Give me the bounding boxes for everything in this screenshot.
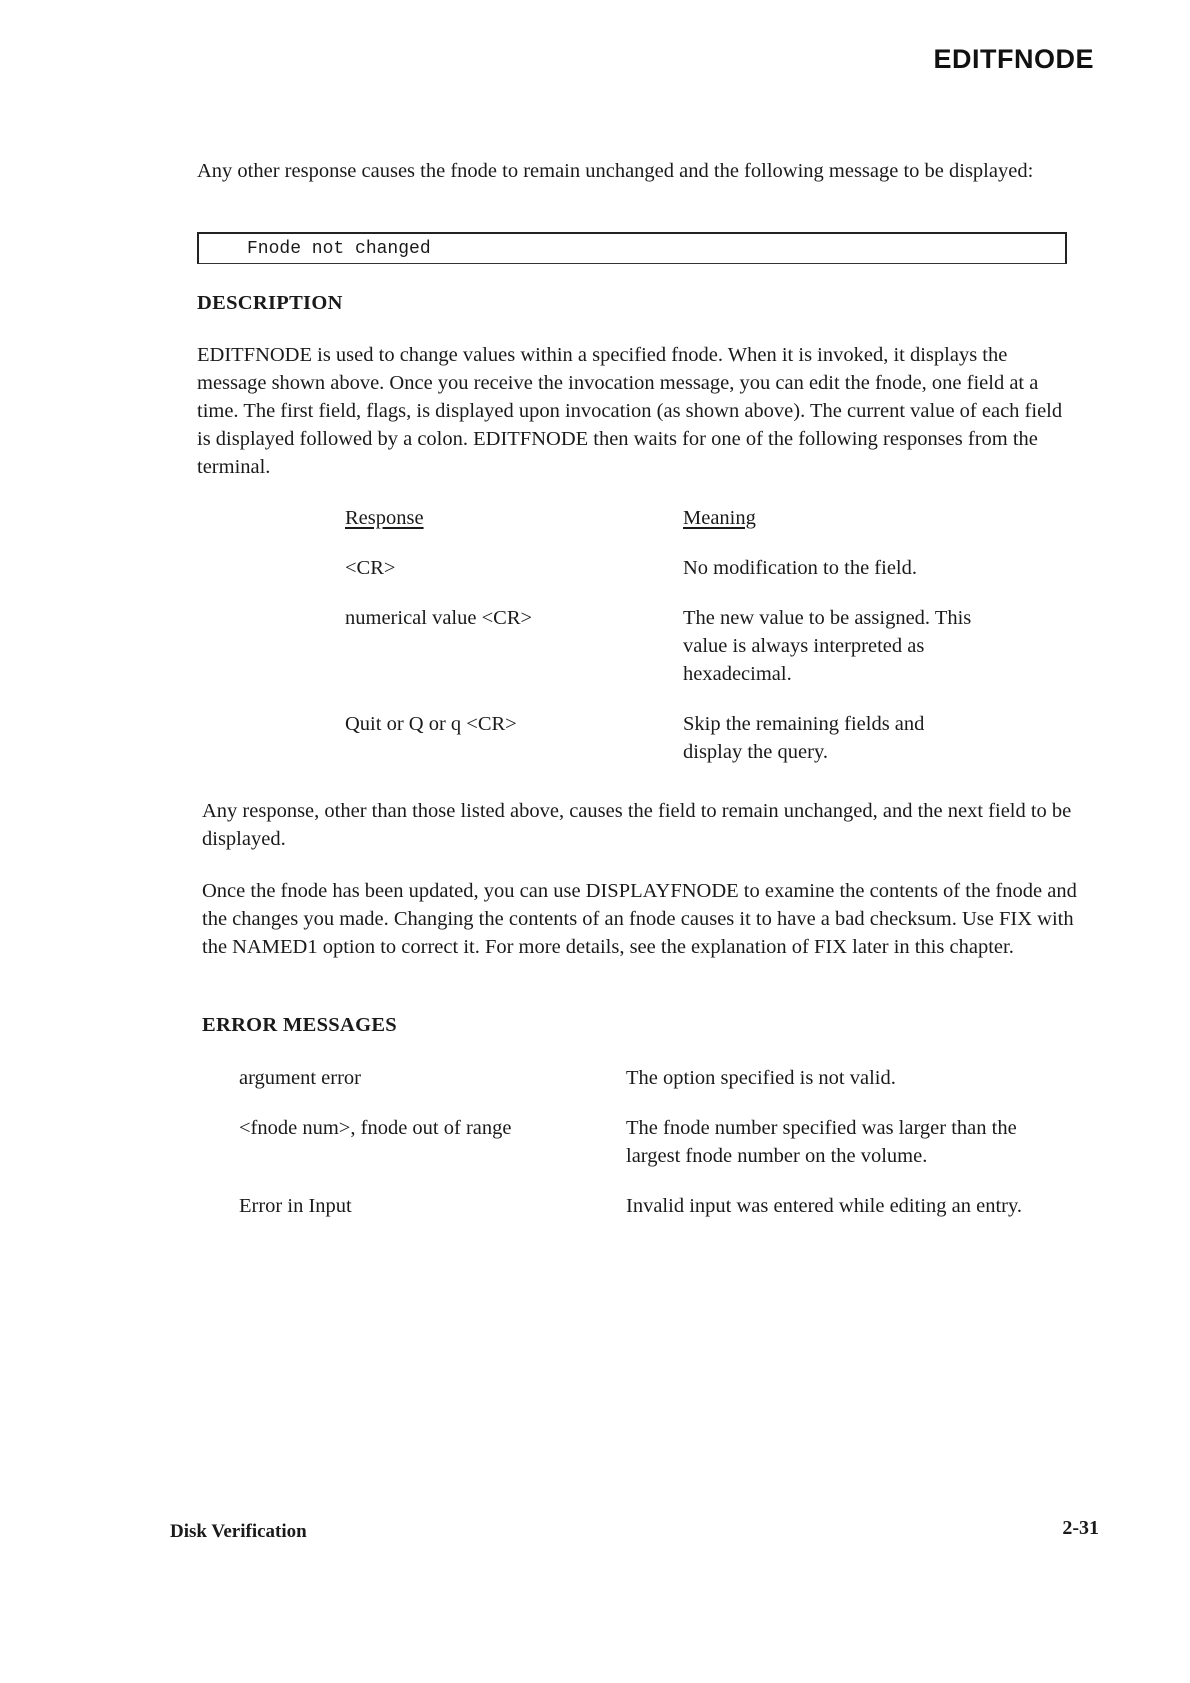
fnode-updated-paragraph: Once the fnode has been updated, you can use DISPLAYFNODE to examine the contents of the fnode and the changes you made. Changing the contents of an fnode causes it to have a bad checksum. Use FIX with the NAMED1 option to correct it. For more details, see the explanation of FIX later in this chapter. [202, 880, 1077, 958]
meaning-column-header: Meaning [683, 507, 756, 529]
page-number: 2-31 [1062, 1517, 1099, 1539]
response-column-header: Response [345, 507, 424, 529]
response-table [345, 504, 985, 788]
error-message-cell: argument error [239, 1067, 361, 1089]
response-cell: <CR> [345, 557, 396, 579]
intro-paragraph: Any other response causes the fnode to remain unchanged and the following message to be displayed: [197, 160, 1034, 182]
error-row [239, 1064, 1069, 1092]
response-table-row [345, 554, 985, 582]
other-response-paragraph: Any response, other than those listed above, causes the field to remain unchanged, and the next field to be displayed. [202, 800, 1072, 850]
response-table-row [345, 710, 985, 766]
meaning-cell: No modification to the field. [683, 557, 917, 579]
meaning-cell: Skip the remaining fields and display the query. [683, 713, 925, 763]
code-example-text: Fnode not changed [247, 239, 431, 259]
error-row [239, 1114, 1069, 1170]
error-message-cell: Error in Input [239, 1195, 352, 1217]
error-messages-heading: ERROR MESSAGES [202, 1014, 398, 1036]
error-explanation-cell: Invalid input was entered while editing an entry. [626, 1195, 1023, 1217]
error-row [239, 1192, 1069, 1220]
description-paragraph: EDITFNODE is used to change values within a specified fnode. When it is invoked, it displays the message shown above. Once you receive the invocation message, you can edit the fnode, one field at a time. The first field, flags, is displayed upon invocation (as shown above). The current value of each field is displayed followed by a colon. EDITFNODE then waits for one of the following responses from the terminal. [197, 344, 1063, 478]
footer-section-title: Disk Verification [170, 1521, 307, 1542]
response-cell: Quit or Q or q <CR> [345, 713, 517, 735]
error-explanation-cell: The option specified is not valid. [626, 1067, 896, 1089]
response-cell: numerical value <CR> [345, 607, 533, 629]
error-message-cell: <fnode num>, fnode out of range [239, 1117, 512, 1139]
description-heading: DESCRIPTION [197, 292, 343, 314]
meaning-cell: The new value to be assigned. This value is always interpreted as hexadecimal. [683, 607, 972, 685]
response-table-header-row [345, 504, 985, 532]
code-example-box [197, 232, 1067, 264]
page-title: EDITFNODE [933, 44, 1094, 74]
error-explanation-cell: The fnode number specified was larger than the largest fnode number on the volume. [626, 1117, 1017, 1167]
response-table-row [345, 604, 985, 688]
error-messages-table [239, 1064, 1069, 1242]
